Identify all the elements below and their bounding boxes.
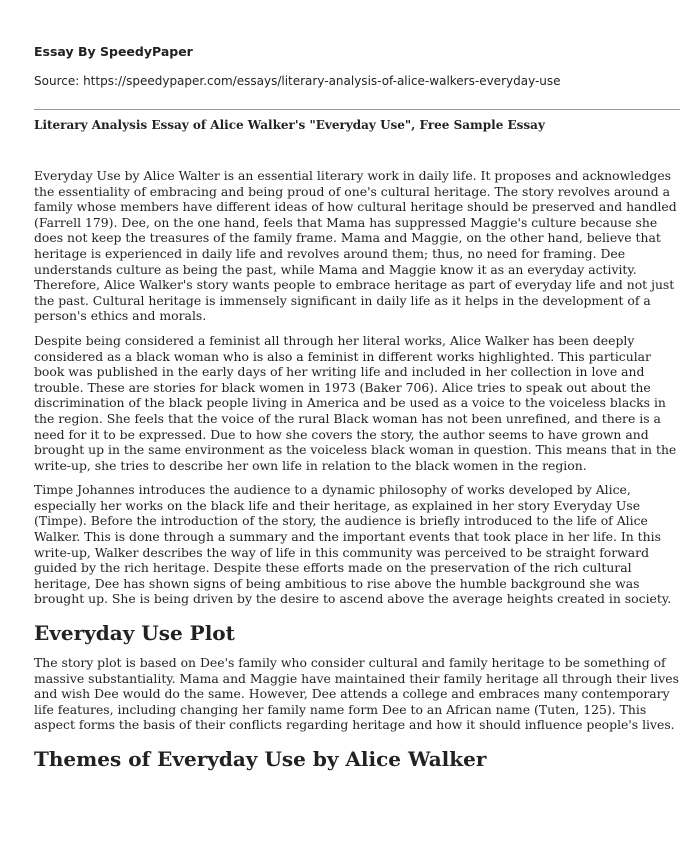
- section-heading-plot: Everyday Use Plot: [34, 621, 235, 646]
- essay-title: Literary Analysis Essay of Alice Walker's "Everyday Use", Free Sample Essay: [34, 118, 545, 132]
- section-heading-themes: Themes of Everyday Use by Alice Walker: [34, 747, 487, 771]
- essay-body: [34, 168, 680, 781]
- paragraph-plot: The story plot is based on Dee's family who consider cultural and family heritage to be something of massive substantiality. Mama and Maggie have maintained their family heritage all through their lives and wish Dee would do the same. However, Dee attends a college and embraces many contemporary life features, including changing her family name form Dee to an African name (Tuten, 125). This aspect forms the basis of their conflicts regarding heritage and how it should influence people's lives.: [34, 655, 679, 733]
- paragraph-2: Despite being considered a feminist all through her literal works, Alice Walker has been deeply considered as a black woman who is also a feminist in different works highlighted. This particular book was published in the early days of her writing life and included in her collection in love and trouble. These are stories for black women in 1973 (Baker 706). Alice tries to speak out about the discrimination of the black people living in America and be used as a voice to the voiceless blacks in the region. She feels that the voice of the rural Black woman has not been unrefined, and there is a need for it to be expressed. Due to how she covers the story, the author seems to have grown and brought up in the same environment as the voiceless black woman in question. This means that in the write-up, she tries to describe her own life in relation to the black women in the region.: [34, 332, 677, 473]
- paragraph-1: Everyday Use by Alice Walter is an essential literary work in daily life. It proposes and acknowledges the essentiality of embracing and being proud of one's cultural heritage. The story revolves around a family whose members have different ideas of how cultural heritage should be preserved and handled (Farrell 179). Dee, on the one hand, feels that Mama has suppressed Maggie's culture because she does not keep the treasures of the family frame. Mama and Maggie, on the other hand, believe that heritage is experienced in daily life and revolves around them; thus, no need for framing. Dee understands culture as being the past, while Mama and Maggie know it as an everyday activity. Therefore, Alice Walker's story wants people to embrace heritage as part of everyday life and not just the past. Cultural heritage is immensely significant in daily life as it helps in the development of a person's ethics and morals.: [34, 168, 677, 324]
- paragraph-3: Timpe Johannes introduces the audience to a dynamic philosophy of works developed by Alice, especially her works on the black life and their heritage, as explained in her story Everyday Use (Timpe). Before the introduction of the story, the audience is briefly introduced to the life of Alice Walker. This is done through a summary and the important events that took place in her life. In this write-up, Walker describes the way of life in this community was perceived to be straight forward guided by the rich heritage. Despite these efforts made on the preservation of the rich cultural heritage, Dee has shown signs of being ambitious to rise above the humble background she was brought up. She is being driven by the desire to ascend above the average heights created in society.: [34, 482, 672, 607]
- source-line: Source: https://speedypaper.com/essays/literary-analysis-of-alice-walkers-everyday-use: [34, 74, 561, 88]
- header-divider: [34, 109, 680, 110]
- brand-title: Essay By SpeedyPaper: [34, 44, 193, 59]
